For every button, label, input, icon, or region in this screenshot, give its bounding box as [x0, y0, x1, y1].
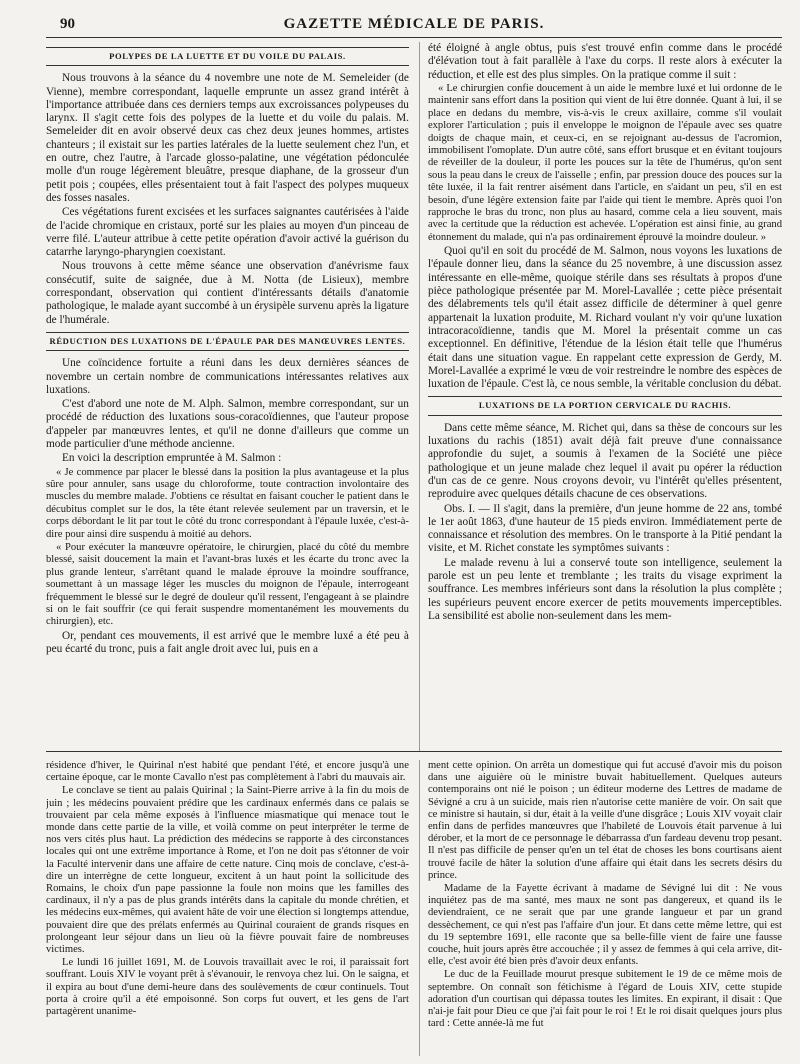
- paragraph: Obs. I. — Il s'agit, dans la première, d'un jeune homme de 22 ans, tombé le 1er août 1863, d'une hauteur de 15 pieds environ. Immédiatement perte de connaissance et résolution des membres. On le transporte à la Pitié pendant la visite, et M. Richet constate les symptômes suivants :: [427, 502, 782, 555]
- paragraph: été éloigné à angle obtus, puis s'est trouvé enfin comme dans le procédé d'élévation tout à fait parallèle à l'axe du corps. Il reste alors à exécuter la réduction, et elle est des plus simples. On la pratique comme il suit :: [427, 42, 782, 81]
- paragraph: Une coïncidence fortuite a réuni dans les deux dernières séances de novembre un certain nombre de communications intéressantes relatives aux luxations.: [46, 357, 409, 396]
- page-number: 90: [60, 16, 75, 32]
- paragraph: ment cette opinion. On arrêta un domestique qui fut accusé d'avoir mis du poison dans une aiguière où le ministre buvait habituellement. Quelques auteurs contemporains ont nié le poison ; un éditeur moderne des Lettres de madame de Sévigné a cru à un suicide, mais rien n'autorise cette manière de voir. On sait que ce ministre si hautain, si dur, était à la veille d'une disgrâce ; Louis XIV voyait clair enfin dans de perfides manœuvres que l'habileté de Louvois était parvenue à lui dérober, et la mort de ce personnage le débarrassa d'un fardeau devenu trop pesant. Il n'est pas difficile de penser qu'en un tel état de choses les bons courtisans aient trouvé facile de hâter la solution d'une affaire qui était dans les secrets désirs du prince.: [427, 760, 782, 881]
- feuilleton-section: [46, 752, 782, 1056]
- paragraph: Nous trouvons à cette même séance une observation d'anévrisme faux consécutif, suite de saignée, due à M. Notta (de Lisieux), membre correspondant, observation qui contient d'intéressants détails d'anatomie pathologique, le malade ayant succombé à un érysipèle survenu après la ligature de l'humérale.: [46, 260, 409, 326]
- quote-paragraph: « Pour exécuter la manœuvre opératoire, le chirurgien, placé du côté du membre blessé, saisit doucement la main et l'avant-bras luxés et les écarte du tronc avec la plus grande lenteur, s'arrêtant quand le malade éprouve la moindre souffrance, soumettant à un massage léger les muscles du moignon de l'épaule, interrogeant fréquemment le blessé sur le degré de douleur qu'il ressent, l'engageant à se plaindre si on le fait souffrir (ce qui ferait suspendre momentanément les mouvements du chirurgien), etc.: [46, 542, 409, 628]
- paragraph: résidence d'hiver, le Quirinal n'est habité que pendant l'été, et encore jusqu'à une certaine époque, car le monte Cavallo n'est pas complètement à l'abri du mauvais air.: [46, 760, 409, 784]
- upper-left-column: [46, 42, 409, 751]
- journal-title: GAZETTE MÉDICALE DE PARIS.: [283, 16, 545, 32]
- lower-left-column: [46, 760, 409, 1056]
- section-title-rachis: LUXATIONS DE LA PORTION CERVICALE DU RACHIS.: [428, 396, 782, 415]
- paragraph: Madame de la Fayette écrivant à madame de Sévigné lui dit : Ne vous inquiétez pas de ma santé, mes maux ne sont pas dangereux, et quand ils le deviendraient, ce ne serait que par une grande langueur et par un grand dessèchement, ce qui n'est pas l'affaire d'un jour. Et dans cette même lettre, qui est du 19 septembre 1691, elle raconte que sa belle-fille vient de faire une fausse couche, huit jours après être accouchée ; il y assez de femmes à qui cela arrive, dit-elle, c'est avoir été bien près d'avoir deux enfants.: [427, 883, 782, 968]
- lower-right-column: [419, 760, 782, 1056]
- paragraph: Ces végétations furent excisées et les surfaces saignantes cautérisées à l'aide de l'acide chromique en cristaux, porté sur les plaies au moyen d'un pinceau de verre filé. L'auteur attribue à cette petite opération d'avoir activé la guérison du catarrhe laryngo-pharyngien coexistant.: [46, 206, 409, 259]
- paragraph: Dans cette même séance, M. Richet qui, dans sa thèse de concours sur les luxations du rachis (1851) avait déjà fait preuve d'une connaissance approfondie du sujet, a soumis à l'examen de la Société une pièce pathologique et un jeune malade chez lequel il avait pu opérer la réduction d'un cas de ce genre. Nous croyons devoir, vu l'intérêt qu'elles présentent, reproduire avec quelques détails chacune de ces observations.: [427, 421, 782, 501]
- section-title-polypes: POLYPES DE LA LUETTE ET DU VOILE DU PALAIS.: [46, 47, 409, 66]
- paragraph: Le duc de la Feuillade mourut presque subitement le 19 de ce même mois de septembre. On connaît son fétichisme à l'égard de Louis XIV, cette stupide adoration d'un courtisan qui dépassa toutes les limites. En expirant, il disait : Que n'ai-je fait pour Dieu ce que j'ai fait pour le roi ! Et le roi disait quelques jours plus tard : Cette année-là me fut: [427, 969, 782, 1030]
- upper-right-column: [419, 42, 782, 751]
- quote-paragraph: « Le chirurgien confie doucement à un aide le membre luxé et lui ordonne de le maintenir sans effort dans la position qui vient de lui être donnée. Quant à lui, il se place en dedans du membre, vis-à-vis le creux axillaire, comme s'il voulait explorer l'articulation ; puis il enveloppe le moignon de l'épaule avec ses quatre doigts de chaque main, et ceux-ci, en se rejoignant au-dessus de l'acromion, immobilisent l'omoplate. D'un autre côté, sans effort brusque et en évitant toujours de réveiller de la douleur, il porte les pouces sur la tête de l'humérus, qu'on sent sous la peau dans le creux de l'aisselle ; enfin, par pression douce des pouces sur la tête luxée, il la fait rentrer aisément dans l'article, en s'aidant un peu, s'il en est besoin, d'une légère extension faite par l'aide qui tient le membre. Après quoi l'on rapproche le bras du tronc, non plus au hasard, comme cela a lieu souvent, mais avec la certitude que la réduction est achevée. L'opération est ainsi finie, au grand étonnement du malade, qui n'a pas ordinairement éprouvé la moindre douleur. »: [427, 82, 782, 243]
- running-head: [46, 14, 782, 38]
- paragraph: En voici la description empruntée à M. Salmon :: [62, 452, 282, 465]
- quote-paragraph: « Je commence par placer le blessé dans la position la plus avantageuse et la plus sûre pour annuler, sans usage du chloroforme, toute contraction involontaire des muscles du membre malade. J'obtiens ce résultat en faisant coucher le patient dans le décubitus complet sur le dos, la tête étant relevée seulement par un traversin, et le corps débordant le lit par tout le côté du tronc correspondant à l'épaule luxée, c'est-à-dire pour ainsi dire suspendu à moitié au dehors.: [46, 466, 409, 540]
- paragraph: C'est d'abord une note de M. Alph. Salmon, membre correspondant, sur un procédé de réduction des luxations sous-coracoïdiennes, que l'auteur propose d'appeler par manœuvres lentes, et qu'il ne donne d'ailleurs que comme un mode particulier d'une méthode ancienne.: [46, 398, 409, 451]
- paragraph: Nous trouvons à la séance du 4 novembre une note de M. Semeleider (de Vienne), membre correspondant, laquelle emprunte un assez grand intérêt à l'importance attribuée dans ces derniers temps aux excroissances polypeuses du larynx. Il s'agit cette fois des polypes de la luette et du voile du palais. M. Semeleider dit en avoir observé deux cas chez deux jeunes hommes, artistes chanteurs ; il existait sur les parties latérales de la luette seulement chez l'un, et en outre, chez l'autre, à l'arcade glosso-palatine, une végétation pédonculée molle d'un rouge légèrement bleuâtre, presque diaphane, de la grosseur d'un petit pois ; coupées, elles présentaient tout à fait l'aspect des polypes muqueux des fosses nasales.: [46, 72, 409, 204]
- article-section: [46, 42, 782, 752]
- section-title-reduction: RÉDUCTION DES LUXATIONS DE L'ÉPAULE PAR DES MANŒUVRES LENTES.: [46, 332, 409, 351]
- paragraph: Or, pendant ces mouvements, il est arrivé que le membre luxé a été peu à peu écarté du tronc, puis a fait angle droit avec lui, puis en a: [46, 629, 409, 656]
- paragraph: Le conclave se tient au palais Quirinal ; la Saint-Pierre arrive à la fin du mois de juin ; les médecins pouvaient prédire que les cardinaux enfermés dans ce palais se trouvaient par cela même exposés à l'influence miasmatique qui menace tout le monde dans cette partie de la ville, et voilà comme on peut interpréter le terme de nos vers cités plus haut. La prédiction des médecins se rapporte à des circonstances locales qui ont une extrême importance à Rome, et l'on ne doit pas s'étonner de voir la Faculté intervenir dans une affaire de cette nature. Cinq mois de conclave, c'est-à-dire un interrègne de cette longueur, excitent à un haut point la sollicitude des Romains, le choix d'un pape passionne la foule non moins que les familles des cardinaux, il n'y a pas de plus grands intérêts dans la capitale du monde chrétien, et les médecins eux-mêmes, qui avaient hâte de voir une élection si longtemps attendue, pouvaient dire que des prélats enfermés au Quirinal couraient de grands risques en prolongeant leur séjour dans un lieu où la fièvre pouvait faire de nombreuses victimes.: [46, 785, 409, 956]
- paragraph: Le malade revenu à lui a conservé toute son intelligence, seulement la parole est un peu lente et tremblante ; les traits du visage expriment la souffrance. Les membres inférieurs sont dans la résolution la plus complète ; les supérieurs peuvent encore exercer de petits mouvements imperceptibles. La sensibilité est abolie non-seulement dans les mem-: [427, 556, 782, 622]
- paragraph: Le lundi 16 juillet 1691, M. de Louvois travaillait avec le roi, il paraissait fort souffrant. Louis XIV le voyant prêt à s'évanouir, le renvoya chez lui. On le saigna, et il expira au bout d'une demi-heure dans des soulèvements de cœur continuels. Tout porta à croire qu'il a été empoisonné. Son corps fut ouvert, et les gens de l'art partagèrent unanime-: [46, 957, 409, 1018]
- paragraph: Quoi qu'il en soit du procédé de M. Salmon, nous voyons les luxations de l'épaule donner lieu, dans la séance du 25 novembre, à une discussion assez intéressante en elle-même, quoique stérile dans ses résultats à propos d'une pièce pathologique présentée par M. Morel-Lavallée ; cette pièce présentait des délabrements tels qu'il était assez difficile de déterminer à quel genre appartenait la luxation produite, M. Richard voulant n'y voir qu'une luxation intracoracoïdienne, tandis que M. Morel la présentait comme un cas exceptionnel. En définitive, l'étendue de la lésion était telle que l'humérus était dans une situation vague. En rappelant cette expression de Gerdy, M. Morel-Lavallée a exprimé le vœu de voir restreindre le nombre des espèces de luxation de l'épaule. C'est là, ce nous semble, la véritable conclusion du débat.: [427, 245, 782, 391]
